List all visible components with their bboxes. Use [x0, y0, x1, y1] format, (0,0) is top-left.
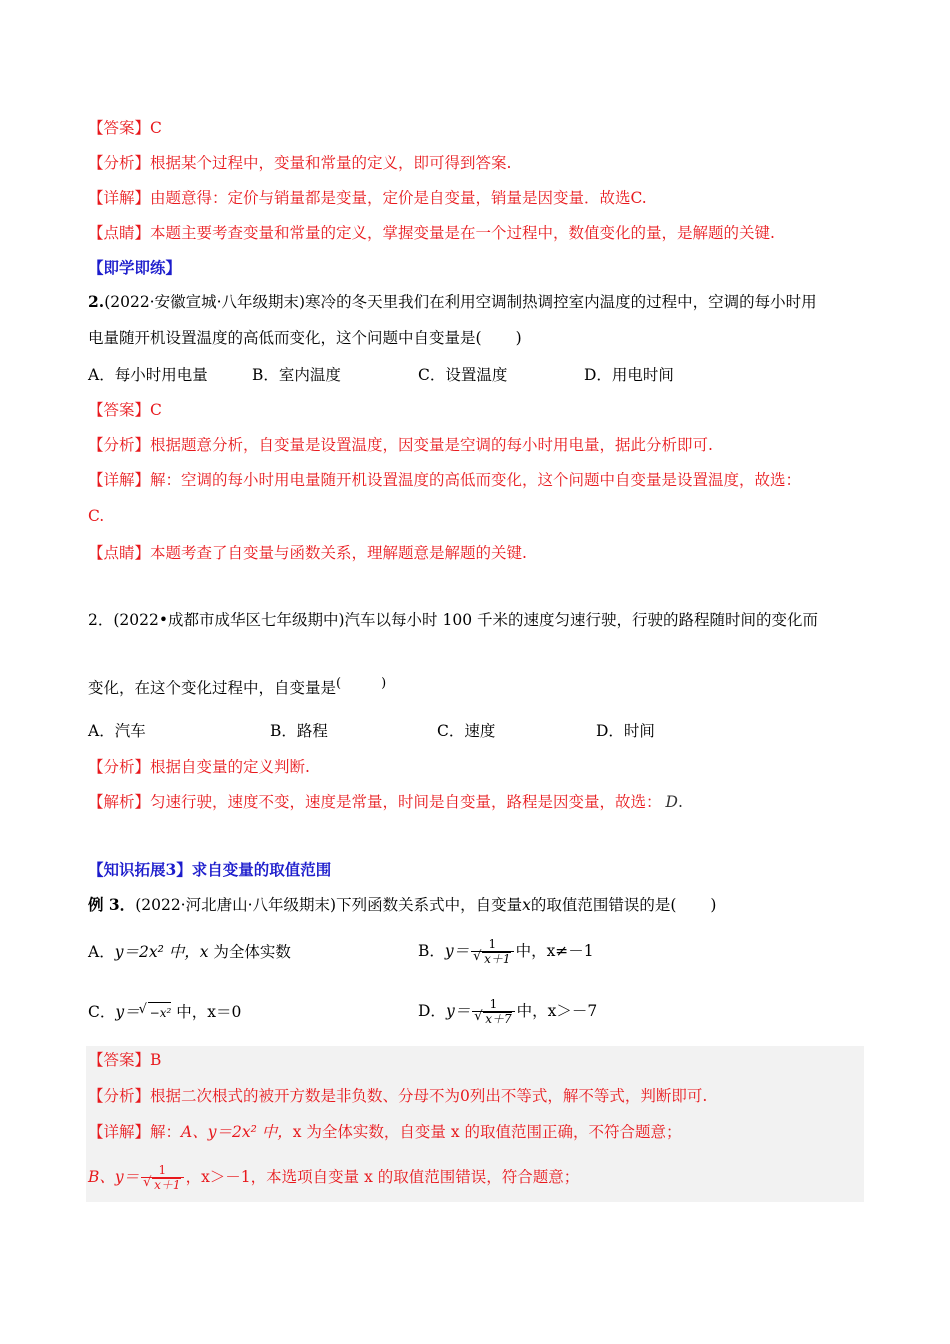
q3-text-line1: 2．(2022•成都市成华区七年级期中)汽车以每小时 100 千米的速度匀速行驶，行驶的路程随时间的变化而 — [88, 611, 818, 629]
q3-explain-text: 【解析】匀速行驶，速度不变，速度是常量，时间是自变量，路程是因变量，故选： — [88, 793, 662, 811]
ext3-opt-d-den: x＋7 — [485, 1012, 512, 1026]
ext3-opt-b-num: 1 — [488, 937, 497, 951]
q2-paren-close: ) — [515, 329, 522, 347]
ext3-example-text: (2022·河北唐山·八年级期末)下列函数关系式中，自变量 — [135, 896, 523, 914]
ext3-opt-c-rad: −x² — [149, 1006, 172, 1020]
ext3-detail-b-fraction — [141, 1164, 183, 1192]
ext3-analysis: 【分析】根据二次根式的被开方数是非负数、分母不为0列出不等式，解不等式，判断即可. — [88, 1087, 708, 1105]
q3-explain-end: . — [677, 793, 683, 811]
q2-text2: 电量随开机设置温度的高低而变化，这个问题中自变量是( — [88, 329, 482, 347]
q1-analysis: 【分析】根据某个过程中，变量和常量的定义，即可得到答案. — [88, 154, 512, 172]
ext3-opt-a-label: A． — [88, 943, 115, 961]
ext3-detail-b-num: 1 — [158, 1163, 167, 1177]
ext3-opt-d-fraction — [472, 998, 514, 1026]
ext3-option-c — [88, 1002, 241, 1023]
ext3-opt-c-label: C． — [88, 1003, 116, 1021]
ext3-opt-d-num: 1 — [489, 997, 498, 1011]
ext3-detail-a-rest: x 为全体实数，自变量 x 的取值范围正确，不符合题意； — [292, 1123, 682, 1141]
ext3-opt-a-eq: y＝2x² 中， — [114, 943, 200, 961]
ext3-answer: 【答案】B — [88, 1051, 162, 1069]
q1-comment: 【点睛】本题主要考查变量和常量的定义，掌握变量是在一个过程中，数值变化的量，是解题的关键. — [88, 224, 775, 242]
q2-option-a: A．每小时用电量 — [88, 366, 208, 384]
q3-text2: 变化，在这个变化过程中，自变量是 — [88, 679, 337, 697]
q2-text-line2 — [88, 328, 522, 348]
ext3-example-text2: 的取值范围错误的是( — [530, 896, 677, 914]
q3-explain — [88, 792, 683, 812]
ext3-opt-b-y: y＝ — [444, 942, 470, 960]
q3-option-b: B．路程 — [270, 722, 328, 740]
ext3-opt-c-rest: 中，x＝0 — [176, 1003, 242, 1021]
ext3-example — [88, 895, 716, 915]
ext3-detail-a-eq: A、y＝2x² 中， — [181, 1123, 293, 1141]
q3-option-a: A．汽车 — [88, 722, 146, 740]
q2-detail-line2: C. — [88, 507, 105, 525]
q3-option-d: D．时间 — [596, 722, 655, 740]
ext3-detail-b-rest: ，x＞－1，本选项自变量 x 的取值范围错误，符合题意； — [185, 1168, 580, 1186]
ext3-opt-b-fraction — [471, 938, 513, 966]
q2-option-c: C．设置温度 — [418, 366, 508, 384]
ext3-option-a — [88, 942, 291, 962]
ext3-detail-b-prefix: B、y＝ — [88, 1168, 140, 1186]
q2-detail-line1: 【详解】解：空调的每小时用电量随开机设置温度的高低而变化，这个问题中自变量是设置温度，故选： — [88, 471, 802, 489]
ext3-opt-c-y: y＝ — [115, 1003, 140, 1021]
q3-explain-answer: D — [665, 793, 678, 811]
ext3-example-var: x — [522, 896, 531, 914]
q2-text-line1 — [88, 292, 817, 312]
q2-number: 2. — [88, 292, 105, 311]
q3-analysis: 【分析】根据自变量的定义判断. — [88, 758, 310, 776]
ext3-example-end: ) — [710, 896, 717, 914]
q1-answer: 【答案】C — [88, 119, 162, 137]
ext3-detail-prefix: 【详解】解： — [88, 1123, 182, 1141]
ext3-opt-b-den: x＋1 — [484, 952, 511, 966]
q1-detail: 【详解】由题意得：定价与销量都是变量，定价是自变量，销量是因变量．故选C. — [88, 189, 647, 207]
ext3-heading: 【知识拓展3】求自变量的取值范围 — [88, 860, 332, 879]
q2-text1: (2022·安徽宣城·八年级期末)寒冷的冬天里我们在利用空调制热调控室内温度的过程中，空调的每小时用 — [104, 293, 817, 311]
ext3-option-b — [418, 932, 594, 970]
ext3-detail-b-den: x＋1 — [154, 1178, 181, 1192]
q2-analysis: 【分析】根据题意分析，自变量是设置温度，因变量是空调的每小时用电量，据此分析即可. — [88, 436, 713, 454]
practice-heading: 【即学即练】 — [88, 258, 182, 277]
q2-option-d: D．用电时间 — [584, 366, 674, 384]
ext3-example-label: 例 3． — [88, 895, 136, 914]
ext3-opt-d-rest: 中，x＞－7 — [516, 1002, 598, 1020]
q3-text-line2 — [88, 678, 386, 700]
ext3-detail-a — [88, 1122, 682, 1142]
ext3-detail-b — [88, 1158, 579, 1196]
ext3-option-d — [418, 992, 597, 1030]
ext3-opt-b-label: B． — [418, 942, 445, 960]
ext3-opt-d-label: D． — [418, 1002, 446, 1020]
ext3-opt-b-rest: 中，x≠－1 — [515, 942, 594, 960]
q2-option-b: B．室内温度 — [252, 366, 341, 384]
ext3-opt-a-var: x — [199, 943, 209, 961]
q3-paren-close: ) — [381, 676, 387, 691]
q2-comment: 【点睛】本题考查了自变量与函数关系，理解题意是解题的关键. — [88, 544, 527, 562]
q3-paren-open: ( — [336, 676, 342, 691]
q3-option-c: C．速度 — [437, 722, 496, 740]
q2-answer: 【答案】C — [88, 401, 162, 419]
ext3-opt-a-rest: 为全体实数 — [213, 943, 291, 961]
ext3-opt-d-y: y＝ — [445, 1002, 471, 1020]
